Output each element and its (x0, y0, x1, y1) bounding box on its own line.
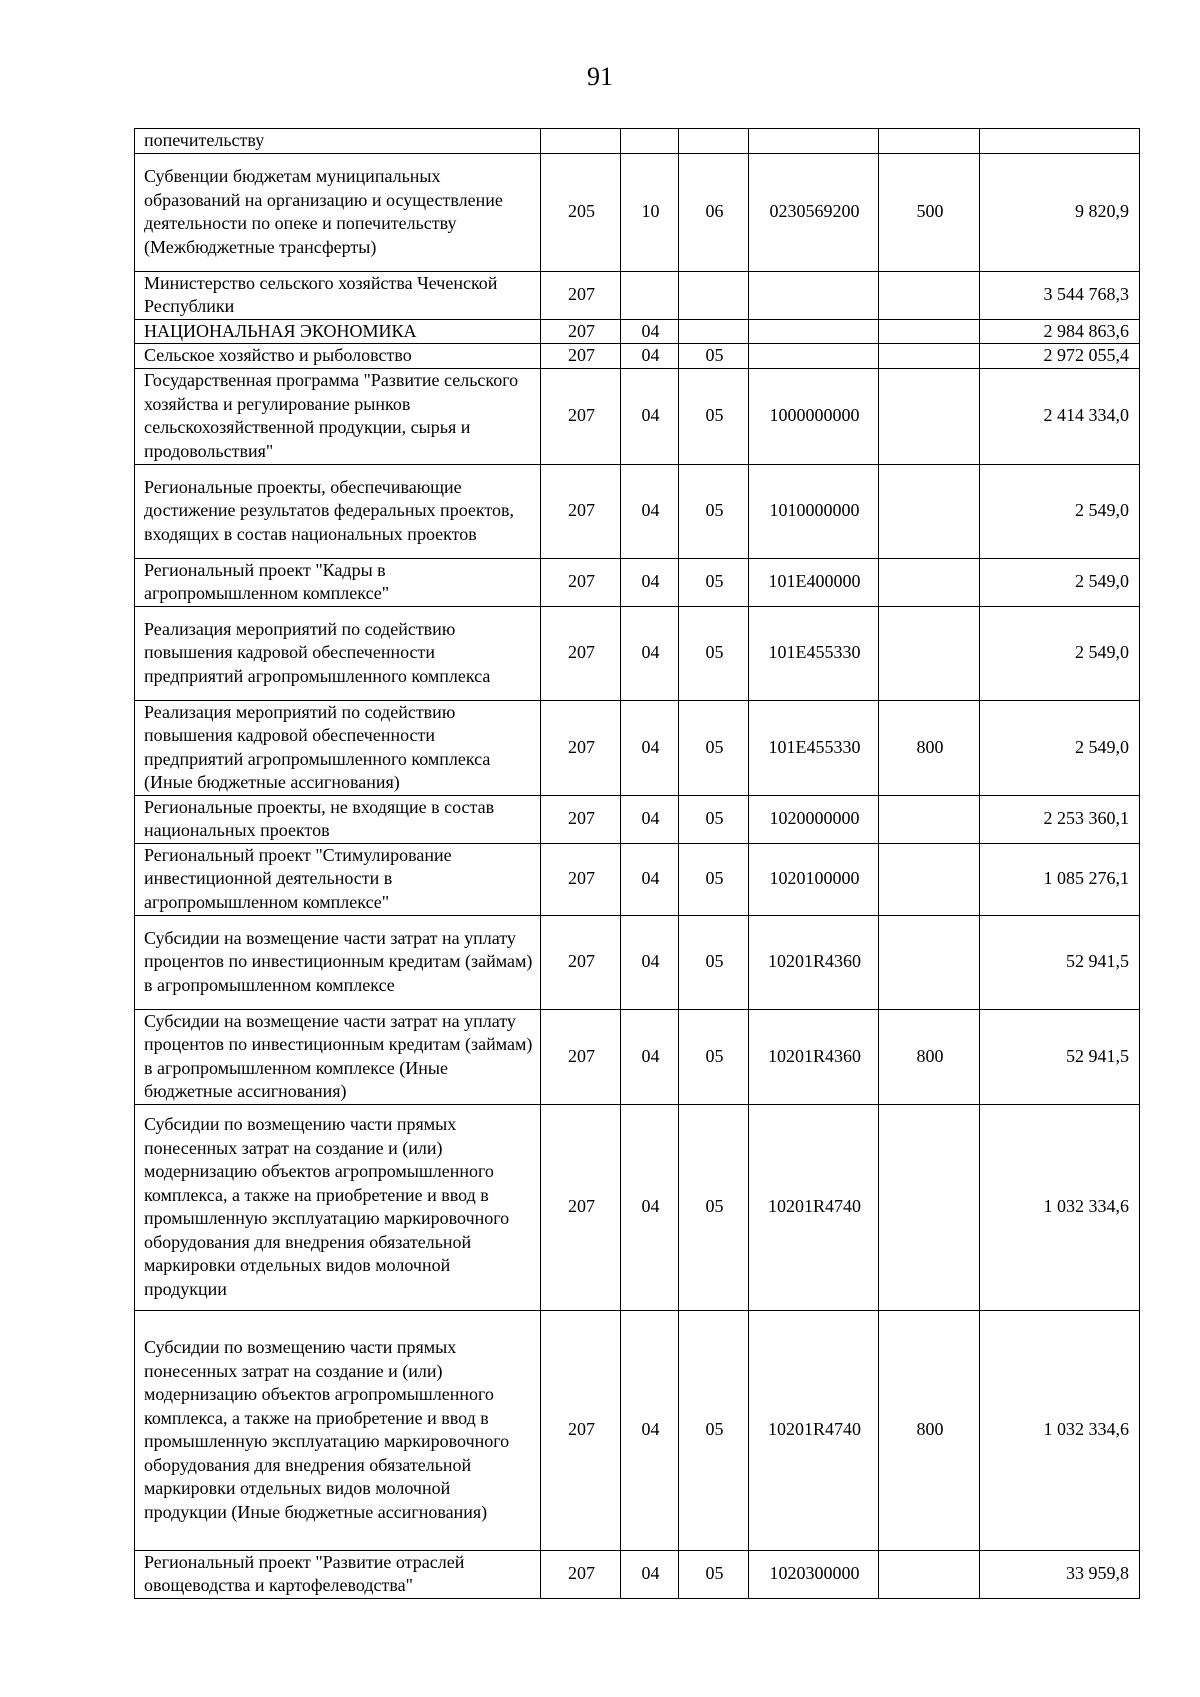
table-row (135, 319, 1140, 344)
cell-vr (879, 843, 980, 915)
cell-csr: 0230569200 (749, 153, 879, 271)
table-row (135, 606, 1140, 700)
cell-ved: 207 (541, 271, 621, 319)
cell-pr (679, 271, 749, 319)
cell-ved: 207 (541, 1104, 621, 1310)
cell-name: Региональный проект "Кадры в агропромышленном комплексе" (135, 558, 541, 606)
cell-pr: 05 (679, 464, 749, 558)
cell-pr: 06 (679, 153, 749, 271)
cell-vr (879, 319, 980, 344)
cell-pr: 05 (679, 795, 749, 843)
cell-rz: 04 (621, 843, 679, 915)
cell-csr: 1000000000 (749, 368, 879, 464)
cell-pr: 05 (679, 344, 749, 369)
cell-name: Субсидии на возмещение части затрат на уплату процентов по инвестиционным кредитам (займам) в агропромышленном комплексе (Иные бюджетные ассигнования) (135, 1009, 541, 1104)
cell-amount: 2 549,0 (980, 606, 1140, 700)
cell-vr (879, 464, 980, 558)
cell-ved: 205 (541, 153, 621, 271)
cell-name: Субсидии по возмещению части прямых понесенных затрат на создание и (или) модернизацию объектов агропромышленного комплекса, а также на приобретение и ввод в промышленную эксплуатацию маркировочного оборудования для внедрения обязательной маркировки отдельных видов молочной продукции (135, 1104, 541, 1310)
cell-rz: 10 (621, 153, 679, 271)
cell-vr (879, 271, 980, 319)
cell-amount: 9 820,9 (980, 153, 1140, 271)
page-number: 91 (587, 62, 613, 91)
cell-rz: 04 (621, 558, 679, 606)
cell-name: Министерство сельского хозяйства Чеченской Республики (135, 271, 541, 319)
cell-name: Реализация мероприятий по содействию повышения кадровой обеспеченности предприятий агропромышленного комплекса (Иные бюджетные ассигнования) (135, 700, 541, 795)
cell-vr: 800 (879, 700, 980, 795)
cell-rz: 04 (621, 344, 679, 369)
cell-name: Региональные проекты, не входящие в состав национальных проектов (135, 795, 541, 843)
cell-name: Сельское хозяйство и рыболовство (135, 344, 541, 369)
cell-pr: 05 (679, 843, 749, 915)
cell-pr: 05 (679, 558, 749, 606)
cell-ved: 207 (541, 368, 621, 464)
cell-rz: 04 (621, 700, 679, 795)
cell-amount: 2 253 360,1 (980, 795, 1140, 843)
table-row (135, 843, 1140, 915)
cell-vr (879, 795, 980, 843)
table-row (135, 700, 1140, 795)
cell-vr (879, 344, 980, 369)
cell-pr: 05 (679, 1550, 749, 1598)
table-row (135, 1104, 1140, 1310)
cell-csr: 1020000000 (749, 795, 879, 843)
cell-amount: 2 549,0 (980, 700, 1140, 795)
cell-amount: 2 972 055,4 (980, 344, 1140, 369)
cell-ved: 207 (541, 464, 621, 558)
cell-ved: 207 (541, 606, 621, 700)
table-row (135, 129, 1140, 154)
cell-csr: 101Е455330 (749, 700, 879, 795)
cell-amount: 2 549,0 (980, 464, 1140, 558)
cell-pr: 05 (679, 1104, 749, 1310)
cell-name: Субсидии на возмещение части затрат на уплату процентов по инвестиционным кредитам (займам) в агропромышленном комплексе (135, 915, 541, 1009)
cell-ved: 207 (541, 1310, 621, 1550)
cell-csr (749, 271, 879, 319)
cell-rz (621, 129, 679, 154)
cell-csr: 10201R4740 (749, 1310, 879, 1550)
budget-table-body (135, 129, 1140, 1599)
cell-amount: 33 959,8 (980, 1550, 1140, 1598)
cell-pr: 05 (679, 1009, 749, 1104)
cell-pr (679, 129, 749, 154)
cell-amount: 52 941,5 (980, 915, 1140, 1009)
cell-csr: 10201R4740 (749, 1104, 879, 1310)
cell-csr: 1020300000 (749, 1550, 879, 1598)
table-row (135, 1310, 1140, 1550)
cell-ved: 207 (541, 915, 621, 1009)
cell-ved: 207 (541, 319, 621, 344)
cell-amount: 1 032 334,6 (980, 1104, 1140, 1310)
cell-vr (879, 368, 980, 464)
cell-pr: 05 (679, 1310, 749, 1550)
cell-csr (749, 129, 879, 154)
cell-csr (749, 344, 879, 369)
cell-csr: 10201R4360 (749, 915, 879, 1009)
cell-csr: 10201R4360 (749, 1009, 879, 1104)
cell-ved: 207 (541, 1009, 621, 1104)
cell-ved: 207 (541, 1550, 621, 1598)
cell-rz: 04 (621, 1550, 679, 1598)
cell-vr (879, 606, 980, 700)
cell-ved: 207 (541, 795, 621, 843)
cell-name: Субвенции бюджетам муниципальных образований на организацию и осуществление деятельности по опеке и попечительству (Межбюджетные трансферты) (135, 153, 541, 271)
cell-vr: 800 (879, 1009, 980, 1104)
cell-rz: 04 (621, 1310, 679, 1550)
cell-rz: 04 (621, 1009, 679, 1104)
cell-name: Государственная программа "Развитие сельского хозяйства и регулирование рынков сельскохозяйственной продукции, сырья и продовольствия" (135, 368, 541, 464)
cell-rz (621, 271, 679, 319)
cell-rz: 04 (621, 795, 679, 843)
cell-pr: 05 (679, 368, 749, 464)
table-row (135, 558, 1140, 606)
cell-vr (879, 915, 980, 1009)
cell-rz: 04 (621, 915, 679, 1009)
cell-amount: 2 414 334,0 (980, 368, 1140, 464)
table-row (135, 464, 1140, 558)
cell-name: Региональный проект "Стимулирование инвестиционной деятельности в агропромышленном комплексе" (135, 843, 541, 915)
cell-rz: 04 (621, 319, 679, 344)
cell-csr: 101Е455330 (749, 606, 879, 700)
cell-ved: 207 (541, 558, 621, 606)
cell-csr: 1020100000 (749, 843, 879, 915)
cell-amount: 2 984 863,6 (980, 319, 1140, 344)
cell-vr (879, 558, 980, 606)
budget-table (134, 128, 1140, 1599)
cell-rz: 04 (621, 464, 679, 558)
cell-name: Региональный проект "Развитие отраслей овощеводства и картофелеводства" (135, 1550, 541, 1598)
cell-amount: 1 032 334,6 (980, 1310, 1140, 1550)
cell-rz: 04 (621, 368, 679, 464)
cell-ved: 207 (541, 843, 621, 915)
table-row (135, 1009, 1140, 1104)
table-row (135, 344, 1140, 369)
cell-csr: 1010000000 (749, 464, 879, 558)
cell-vr (879, 1104, 980, 1310)
cell-amount: 2 549,0 (980, 558, 1140, 606)
cell-name: Реализация мероприятий по содействию повышения кадровой обеспеченности предприятий агропромышленного комплекса (135, 606, 541, 700)
cell-name: НАЦИОНАЛЬНАЯ ЭКОНОМИКА (135, 319, 541, 344)
cell-amount (980, 129, 1140, 154)
table-row (135, 1550, 1140, 1598)
table-row (135, 795, 1140, 843)
cell-csr (749, 319, 879, 344)
table-row (135, 915, 1140, 1009)
cell-ved (541, 129, 621, 154)
cell-vr: 800 (879, 1310, 980, 1550)
cell-pr: 05 (679, 606, 749, 700)
cell-pr: 05 (679, 700, 749, 795)
cell-amount: 3 544 768,3 (980, 271, 1140, 319)
cell-name: попечительству (135, 129, 541, 154)
cell-pr: 05 (679, 915, 749, 1009)
cell-amount: 1 085 276,1 (980, 843, 1140, 915)
cell-name: Субсидии по возмещению части прямых понесенных затрат на создание и (или) модернизацию объектов агропромышленного комплекса, а также на приобретение и ввод в промышленную эксплуатацию маркировочного оборудования для внедрения обязательной маркировки отдельных видов молочной продукции (Иные бюджетные ассигнования) (135, 1310, 541, 1550)
table-row (135, 271, 1140, 319)
cell-pr (679, 319, 749, 344)
cell-vr (879, 129, 980, 154)
cell-amount: 52 941,5 (980, 1009, 1140, 1104)
cell-name: Региональные проекты, обеспечивающие достижение результатов федеральных проектов, входящих в состав национальных проектов (135, 464, 541, 558)
cell-vr (879, 1550, 980, 1598)
table-row (135, 153, 1140, 271)
cell-vr: 500 (879, 153, 980, 271)
cell-csr: 101Е400000 (749, 558, 879, 606)
table-row (135, 368, 1140, 464)
cell-ved: 207 (541, 344, 621, 369)
cell-rz: 04 (621, 606, 679, 700)
cell-ved: 207 (541, 700, 621, 795)
cell-rz: 04 (621, 1104, 679, 1310)
